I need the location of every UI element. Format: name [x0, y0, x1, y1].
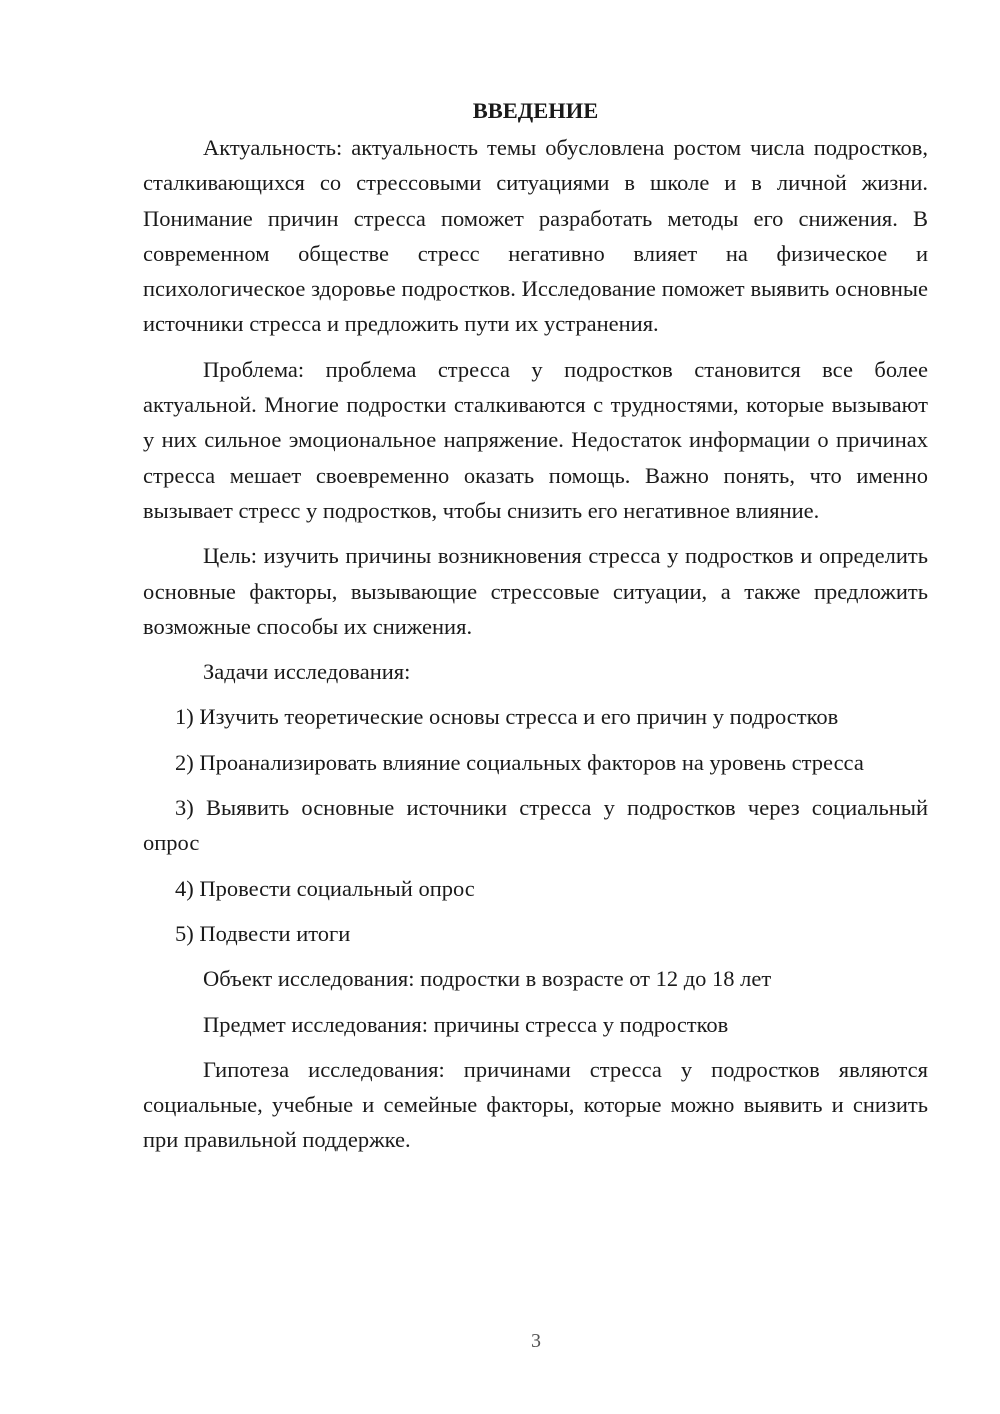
- goal-paragraph: Цель: изучить причины возникновения стресса у подростков и определить основные факторы, вызывающие стрессовые ситуации, а также предложить возможные способы их снижения.: [143, 543, 928, 639]
- task-item-5: 5) Подвести итоги: [175, 920, 351, 946]
- tasks-title: Задачи исследования:: [203, 659, 411, 685]
- task-item-2: 2) Проанализировать влияние социальных факторов на уровень стресса: [175, 749, 864, 775]
- document-page: [143, 92, 928, 1168]
- research-object: Объект исследования: подростки в возрасте от 12 до 18 лет: [203, 966, 772, 992]
- task-item-1: 1) Изучить теоретические основы стресса и его причин у подростков: [175, 704, 839, 730]
- task-item-3: 3) Выявить основные источники стресса у подростков через социальный опрос: [143, 795, 928, 856]
- task-item-4: 4) Провести социальный опрос: [175, 875, 475, 901]
- relevance-paragraph: Актуальность: актуальность темы обусловлена ростом числа подростков, сталкивающихся со стрессовыми ситуациями в школе и в личной жизни. Понимание причин стресса поможет разработать методы его снижения. В современном обществе стресс негативно влияет на физическое и психологическое здоровье подростков. Исследование поможет выявить основные источники стресса и предложить пути их устранения.: [143, 135, 928, 337]
- research-subject: Предмет исследования: причины стресса у подростков: [203, 1011, 729, 1037]
- page-number: 3: [531, 1330, 541, 1352]
- research-hypothesis: Гипотеза исследования: причинами стресса у подростков являются социальные, учебные и семейные факторы, которые можно выявить и снизить при правильной поддержке.: [143, 1056, 928, 1153]
- page-title: ВВЕДЕНИЕ: [472, 98, 599, 123]
- problem-paragraph: Проблема: проблема стресса у подростков становится все более актуальной. Многие подростки сталкиваются с трудностями, которые вызывают у них сильное эмоциональное напряжение. Недостаток информации о причинах стресса мешает своевременно оказать помощь. Важно понять, что именно вызывает стресс у подростков, чтобы снизить его негативное влияние.: [143, 356, 928, 523]
